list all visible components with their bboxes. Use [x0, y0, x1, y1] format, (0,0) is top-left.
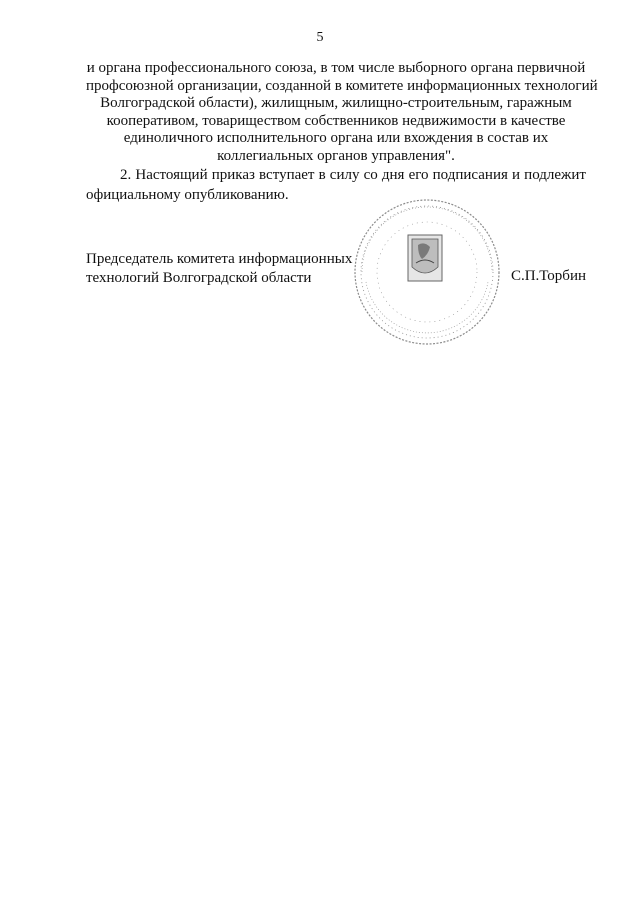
- text-line: коллегиальных органов управления".: [217, 147, 455, 164]
- signer-name: С.П.Торбин: [510, 268, 586, 284]
- text-line: профсоюзной организации, созданной в комитете информационных технологий: [86, 77, 598, 94]
- official-seal-icon: [352, 197, 502, 347]
- text-line: 2. Настоящий приказ вступает в силу со дня его подписания и подлежит: [120, 167, 586, 183]
- continuation-paragraph: [86, 60, 598, 165]
- signer-position-line: технологий Волгоградской области: [86, 270, 312, 286]
- page-number: 5: [316, 30, 324, 45]
- text-line: Волгоградской области), жилищным, жилищно-строительным, гаражным: [100, 95, 572, 111]
- text-line: кооперативом, товариществом собственников недвижимости в качестве: [106, 112, 566, 129]
- signer-position-line: Председатель комитета информационных: [86, 251, 353, 267]
- text-line: и органа профессионального союза, в том числе выборного органа первичной: [86, 60, 586, 76]
- point-2-paragraph: [86, 165, 586, 205]
- text-line: официальному опубликованию.: [86, 187, 289, 203]
- signer-position: [86, 250, 352, 288]
- text-line: единоличного исполнительного органа или вхождения в состав их: [123, 130, 549, 146]
